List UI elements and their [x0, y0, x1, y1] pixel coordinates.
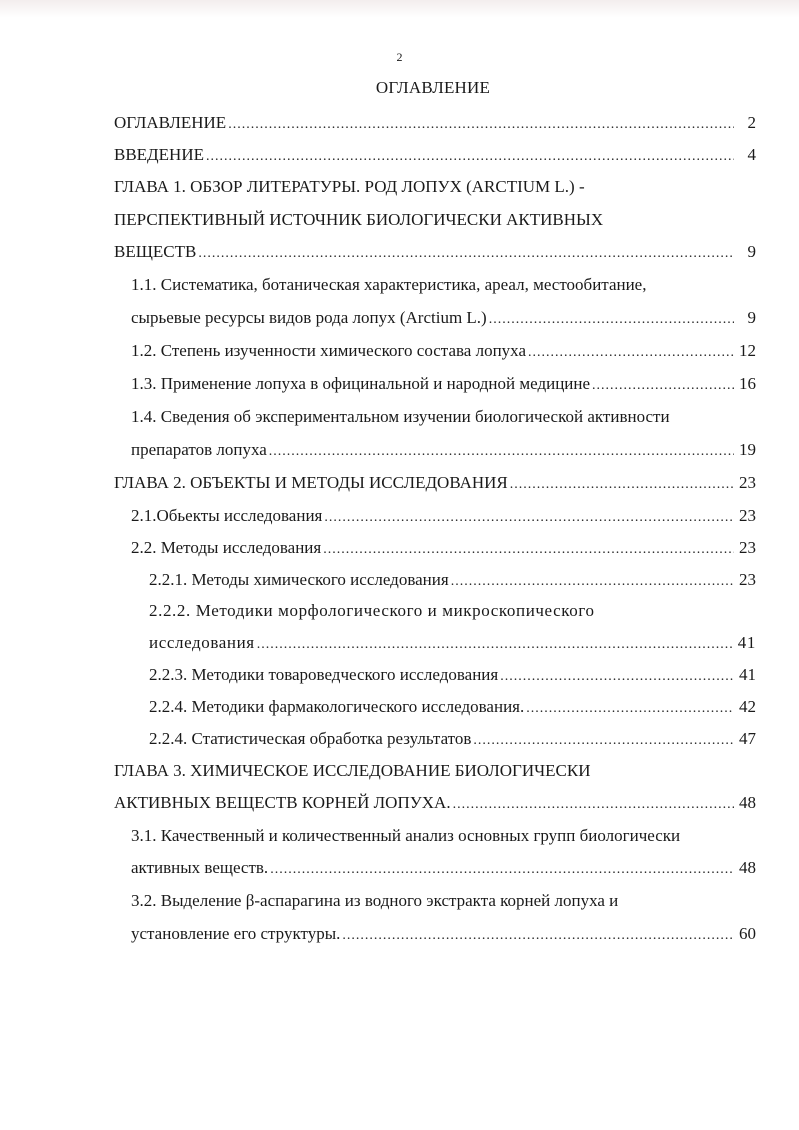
toc-entry[interactable] [131, 501, 756, 531]
toc-entry-title: 1.2. Степень изученности химического состава лопуха [131, 341, 526, 360]
toc-entry[interactable] [149, 660, 756, 690]
toc-entry-page: 9 [747, 242, 756, 261]
toc-entry-line: 1.4. Сведения об экспериментальном изучении биологической активности [131, 407, 670, 426]
toc-entry-page: 23 [739, 506, 756, 525]
toc-entry-line: 1.1. Систематика, ботаническая характеристика, ареал, местообитание, [131, 275, 647, 294]
toc-entry[interactable] [114, 237, 756, 267]
toc-entry-title: 2.2.4. Статистическая обработка результатов [149, 729, 472, 748]
leader-dots [510, 470, 734, 500]
toc-entry[interactable] [131, 303, 756, 333]
toc-entry-page: 48 [739, 858, 756, 877]
page-title: ОГЛАВЛЕНИЕ [375, 78, 491, 97]
toc-entry-page: 16 [739, 374, 756, 393]
leader-dots [453, 790, 734, 820]
toc-entry-title: ВВЕДЕНИЕ [114, 145, 204, 164]
toc-entry-page: 23 [739, 538, 756, 557]
toc-entry-line: 2.2.2. Методики морфологического и микроскопического [149, 601, 595, 620]
toc-entry-page: 23 [739, 473, 756, 492]
toc-entry[interactable] [131, 853, 756, 883]
toc-entry-title: АКТИВНЫХ ВЕЩЕСТВ КОРНЕЙ ЛОПУХА. [114, 793, 451, 812]
toc-entry-line: ГЛАВА 1. ОБЗОР ЛИТЕРАТУРЫ. РОД ЛОПУХ (ARCTIUM L.) - [114, 177, 585, 196]
toc-entry-page: 48 [739, 793, 756, 812]
toc-entry[interactable] [149, 628, 756, 658]
toc-entry-page: 4 [747, 145, 756, 164]
toc-entry[interactable] [149, 724, 756, 754]
leader-dots [323, 535, 734, 565]
toc-entry-page: 60 [739, 924, 756, 943]
leader-dots [257, 630, 734, 660]
toc-entry-title: 2.2.4. Методики фармакологического исследования. [149, 697, 525, 716]
leader-dots [342, 921, 734, 951]
toc-entry-title: 2.1.Обьекты исследования [131, 506, 323, 525]
leader-dots [528, 338, 734, 368]
toc-entry-title: сырьевые ресурсы видов рода лопух (Arctium L.) [131, 308, 487, 327]
toc-entry[interactable] [131, 336, 756, 366]
toc-entry-title: препаратов лопуха [131, 440, 267, 459]
toc-entry-line: ГЛАВА 3. ХИМИЧЕСКОЕ ИССЛЕДОВАНИЕ БИОЛОГИЧЕСКИ [114, 761, 591, 780]
toc-entry-page: 23 [739, 570, 756, 589]
toc-entry-page: 41 [739, 665, 756, 684]
toc-entry-title: установление его структуры. [131, 924, 341, 943]
toc-entry-line: 3.1. Качественный и количественный анализ основных групп биологически [131, 826, 681, 845]
leader-dots [451, 567, 734, 597]
toc-entry-title: ГЛАВА 2. ОБЪЕКТЫ И МЕТОДЫ ИССЛЕДОВАНИЯ [114, 473, 508, 492]
toc-entry-page: 42 [739, 697, 756, 716]
toc-entry-page: 9 [747, 308, 756, 327]
toc-entry-line: ПЕРСПЕКТИВНЫЙ ИСТОЧНИК БИОЛОГИЧЕСКИ АКТИВНЫХ [114, 210, 604, 229]
toc-entry[interactable] [131, 369, 756, 399]
toc-entry-title: 2.2. Методы исследования [131, 538, 322, 557]
toc-entry-page: 41 [737, 633, 756, 652]
toc-entry[interactable] [114, 468, 756, 498]
toc-entry-title: активных веществ. [131, 858, 269, 877]
toc-entry-page: 47 [739, 729, 756, 748]
leader-dots [228, 110, 734, 140]
toc-entry-title: 2.2.1. Методы химического исследования [149, 570, 449, 589]
leader-dots [269, 437, 734, 467]
scan-edge [0, 0, 799, 18]
toc-entry-page: 12 [739, 341, 756, 360]
page-number: 2 [396, 50, 403, 64]
toc-entry-page: 2 [747, 113, 756, 132]
toc-entry-title: ОГЛАВЛЕНИЕ [114, 113, 227, 132]
toc-entry-title: ВЕЩЕСТВ [114, 242, 197, 261]
toc-entry[interactable] [114, 140, 756, 170]
toc-entry[interactable] [131, 435, 756, 465]
leader-dots [473, 726, 734, 756]
toc-entry-page: 19 [739, 440, 756, 459]
leader-dots [324, 503, 734, 533]
leader-dots [270, 855, 734, 885]
toc-entry-line: 3.2. Выделение β-аспарагина из водного экстракта корней лопуха и [131, 891, 619, 910]
toc-entry[interactable] [114, 108, 756, 138]
toc-entry-title: исследования [149, 633, 255, 652]
toc-entry-title: 1.3. Применение лопуха в официнальной и народной медицине [131, 374, 591, 393]
toc-entry-title: 2.2.3. Методики товароведческого исследования [149, 665, 499, 684]
leader-dots [489, 305, 734, 335]
toc-entry[interactable] [149, 565, 756, 595]
leader-dots [198, 239, 734, 269]
toc-entry[interactable] [131, 533, 756, 563]
leader-dots [526, 694, 734, 724]
toc-entry[interactable] [131, 919, 756, 949]
leader-dots [592, 371, 734, 401]
toc-entry[interactable] [114, 788, 756, 818]
leader-dots [206, 142, 734, 172]
toc-entry[interactable] [149, 692, 756, 722]
leader-dots [500, 662, 734, 692]
